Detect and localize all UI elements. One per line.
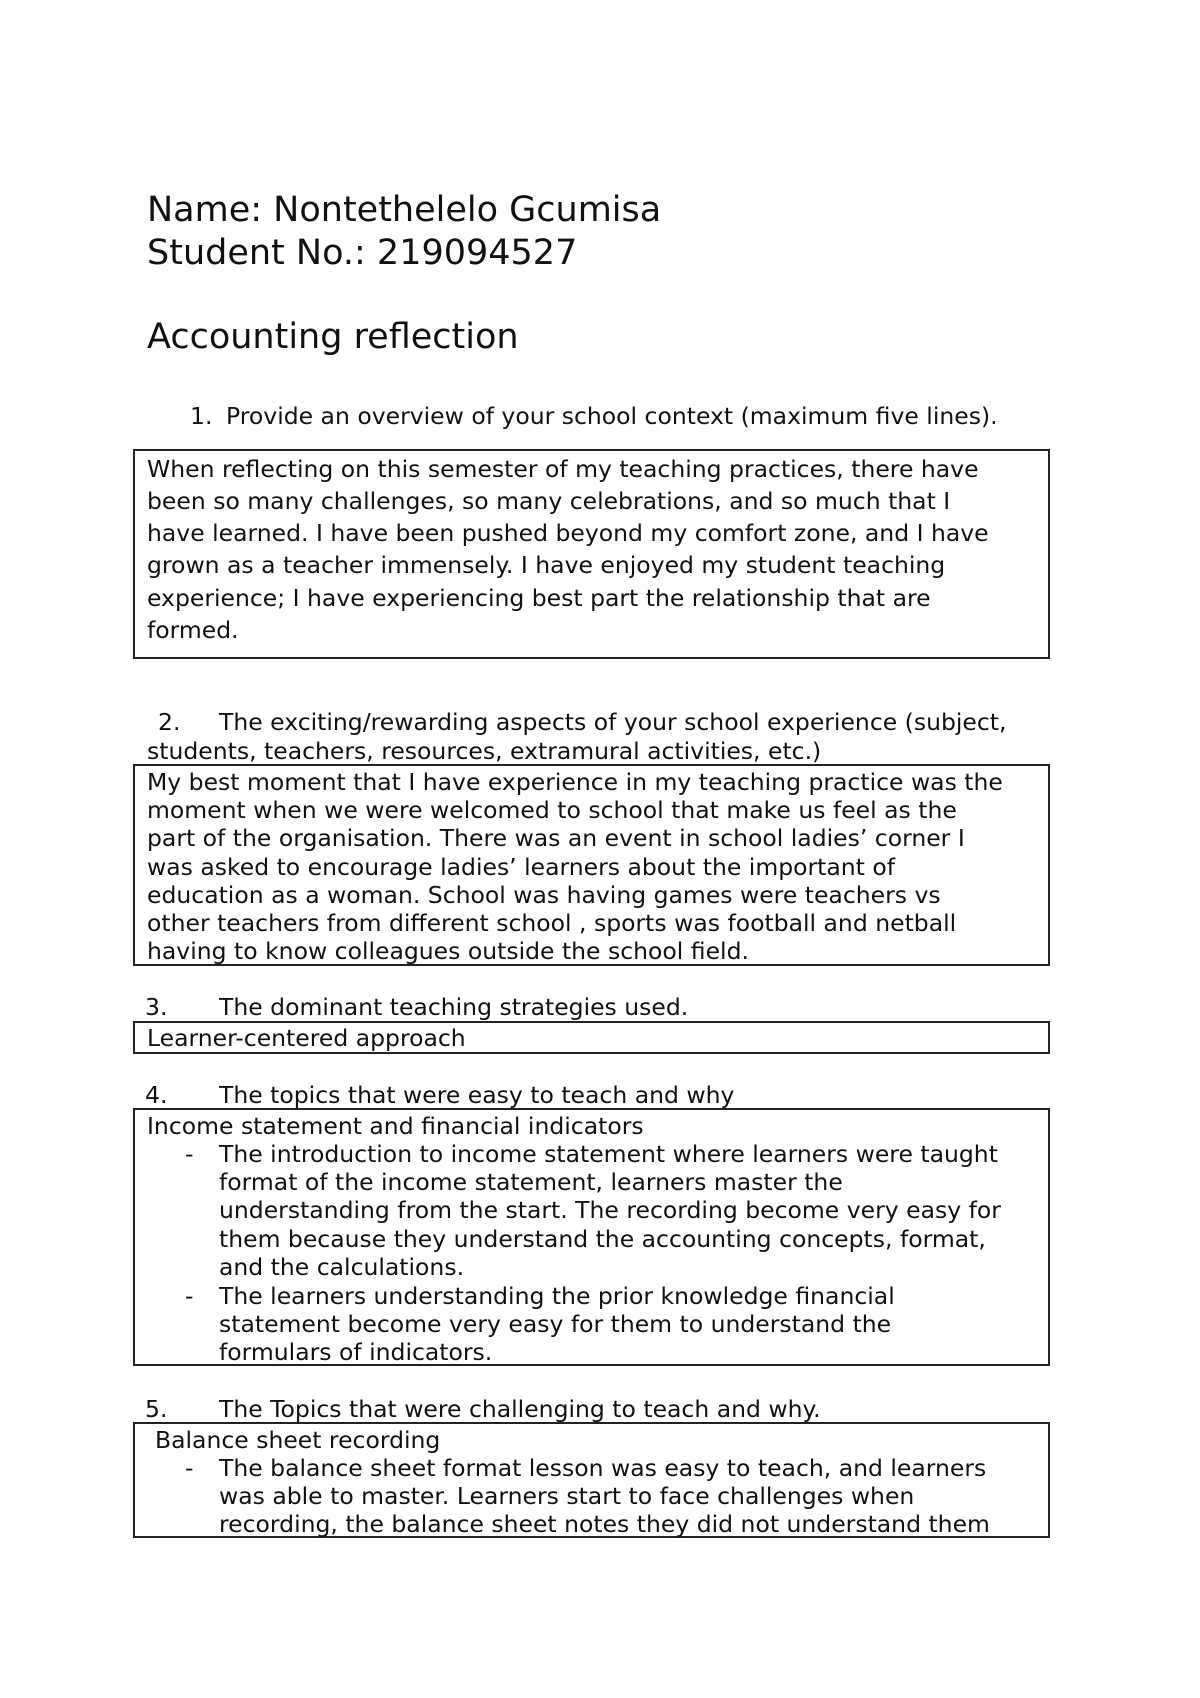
question-3-text: The dominant teaching strategies used.: [219, 993, 689, 1021]
bullet-line: The learners understanding the prior knowledge financial: [219, 1282, 895, 1310]
answer-3-box: [133, 1021, 1050, 1054]
answer-line: other teachers from different school , sports was football and netball: [147, 909, 957, 937]
bullet-dash: -: [185, 1454, 194, 1482]
answer-line: having to know colleagues outside the school field.: [147, 937, 749, 965]
bullet-line: statement become very easy for them to understand the: [219, 1310, 892, 1338]
answer-line: education as a woman. School was having games were teachers vs: [147, 881, 941, 909]
question-2-text-line-1: The exciting/rewarding aspects of your school experience (subject,: [219, 708, 1007, 736]
question-3-number: 3.: [145, 993, 168, 1021]
answer-line: part of the organisation. There was an event in school ladies’ corner I: [147, 824, 965, 852]
bullet-line: and the calculations.: [219, 1253, 465, 1281]
bullet-line: recording, the balance sheet notes they did not understand them: [219, 1510, 990, 1538]
question-2-number: 2.: [158, 708, 181, 736]
bullet-line: formulars of indicators.: [219, 1338, 493, 1366]
question-1-text: Provide an overview of your school context (maximum five lines).: [226, 402, 998, 430]
bullet-line: was able to master. Learners start to face challenges when: [219, 1482, 915, 1510]
bullet-line: understanding from the start. The recording become very easy for: [219, 1196, 1001, 1224]
bullet-line: The balance sheet format lesson was easy to teach, and learners: [219, 1454, 987, 1482]
question-1-number: 1.: [190, 402, 213, 430]
answer-4-box: [133, 1108, 1050, 1366]
answer-heading: Income statement and financial indicators: [147, 1112, 644, 1140]
question-4-text: The topics that were easy to teach and why: [219, 1081, 735, 1109]
answer-line: grown as a teacher immensely. I have enjoyed my student teaching: [147, 551, 946, 579]
answer-heading: Balance sheet recording: [155, 1426, 441, 1454]
answer-line: Learner-centered approach: [147, 1024, 466, 1052]
answer-1-box: [133, 449, 1050, 659]
answer-line: experience; I have experiencing best part the relationship that are: [147, 584, 931, 612]
answer-2-box: [133, 764, 1050, 966]
bullet-line: them because they understand the accounting concepts, format,: [219, 1225, 986, 1253]
question-5-number: 5.: [145, 1395, 168, 1423]
question-4-number: 4.: [145, 1081, 168, 1109]
answer-line: When reflecting on this semester of my teaching practices, there have: [147, 455, 979, 483]
answer-line: been so many challenges, so many celebrations, and so much that I: [147, 487, 951, 515]
answer-line: moment when we were welcomed to school that make us feel as the: [147, 796, 957, 824]
bullet-dash: -: [185, 1140, 194, 1168]
answer-line: have learned. I have been pushed beyond my comfort zone, and I have: [147, 519, 989, 547]
bullet-line: The introduction to income statement where learners were taught: [219, 1140, 998, 1168]
question-2-text-line-2: students, teachers, resources, extramural activities, etc.): [147, 737, 822, 765]
student-name: Name: Nontethelelo Gcumisa: [147, 190, 662, 230]
student-number: Student No.: 219094527: [147, 233, 578, 273]
page-title: Accounting reflection: [147, 317, 519, 357]
bullet-dash: -: [185, 1282, 194, 1310]
answer-line: My best moment that I have experience in my teaching practice was the: [147, 768, 1003, 796]
question-5-text: The Topics that were challenging to teach and why.: [219, 1395, 821, 1423]
answer-5-box: [133, 1422, 1050, 1538]
answer-line: formed.: [147, 616, 239, 644]
answer-line: was asked to encourage ladies’ learners about the important of: [147, 853, 896, 881]
bullet-line: format of the income statement, learners master the: [219, 1168, 843, 1196]
